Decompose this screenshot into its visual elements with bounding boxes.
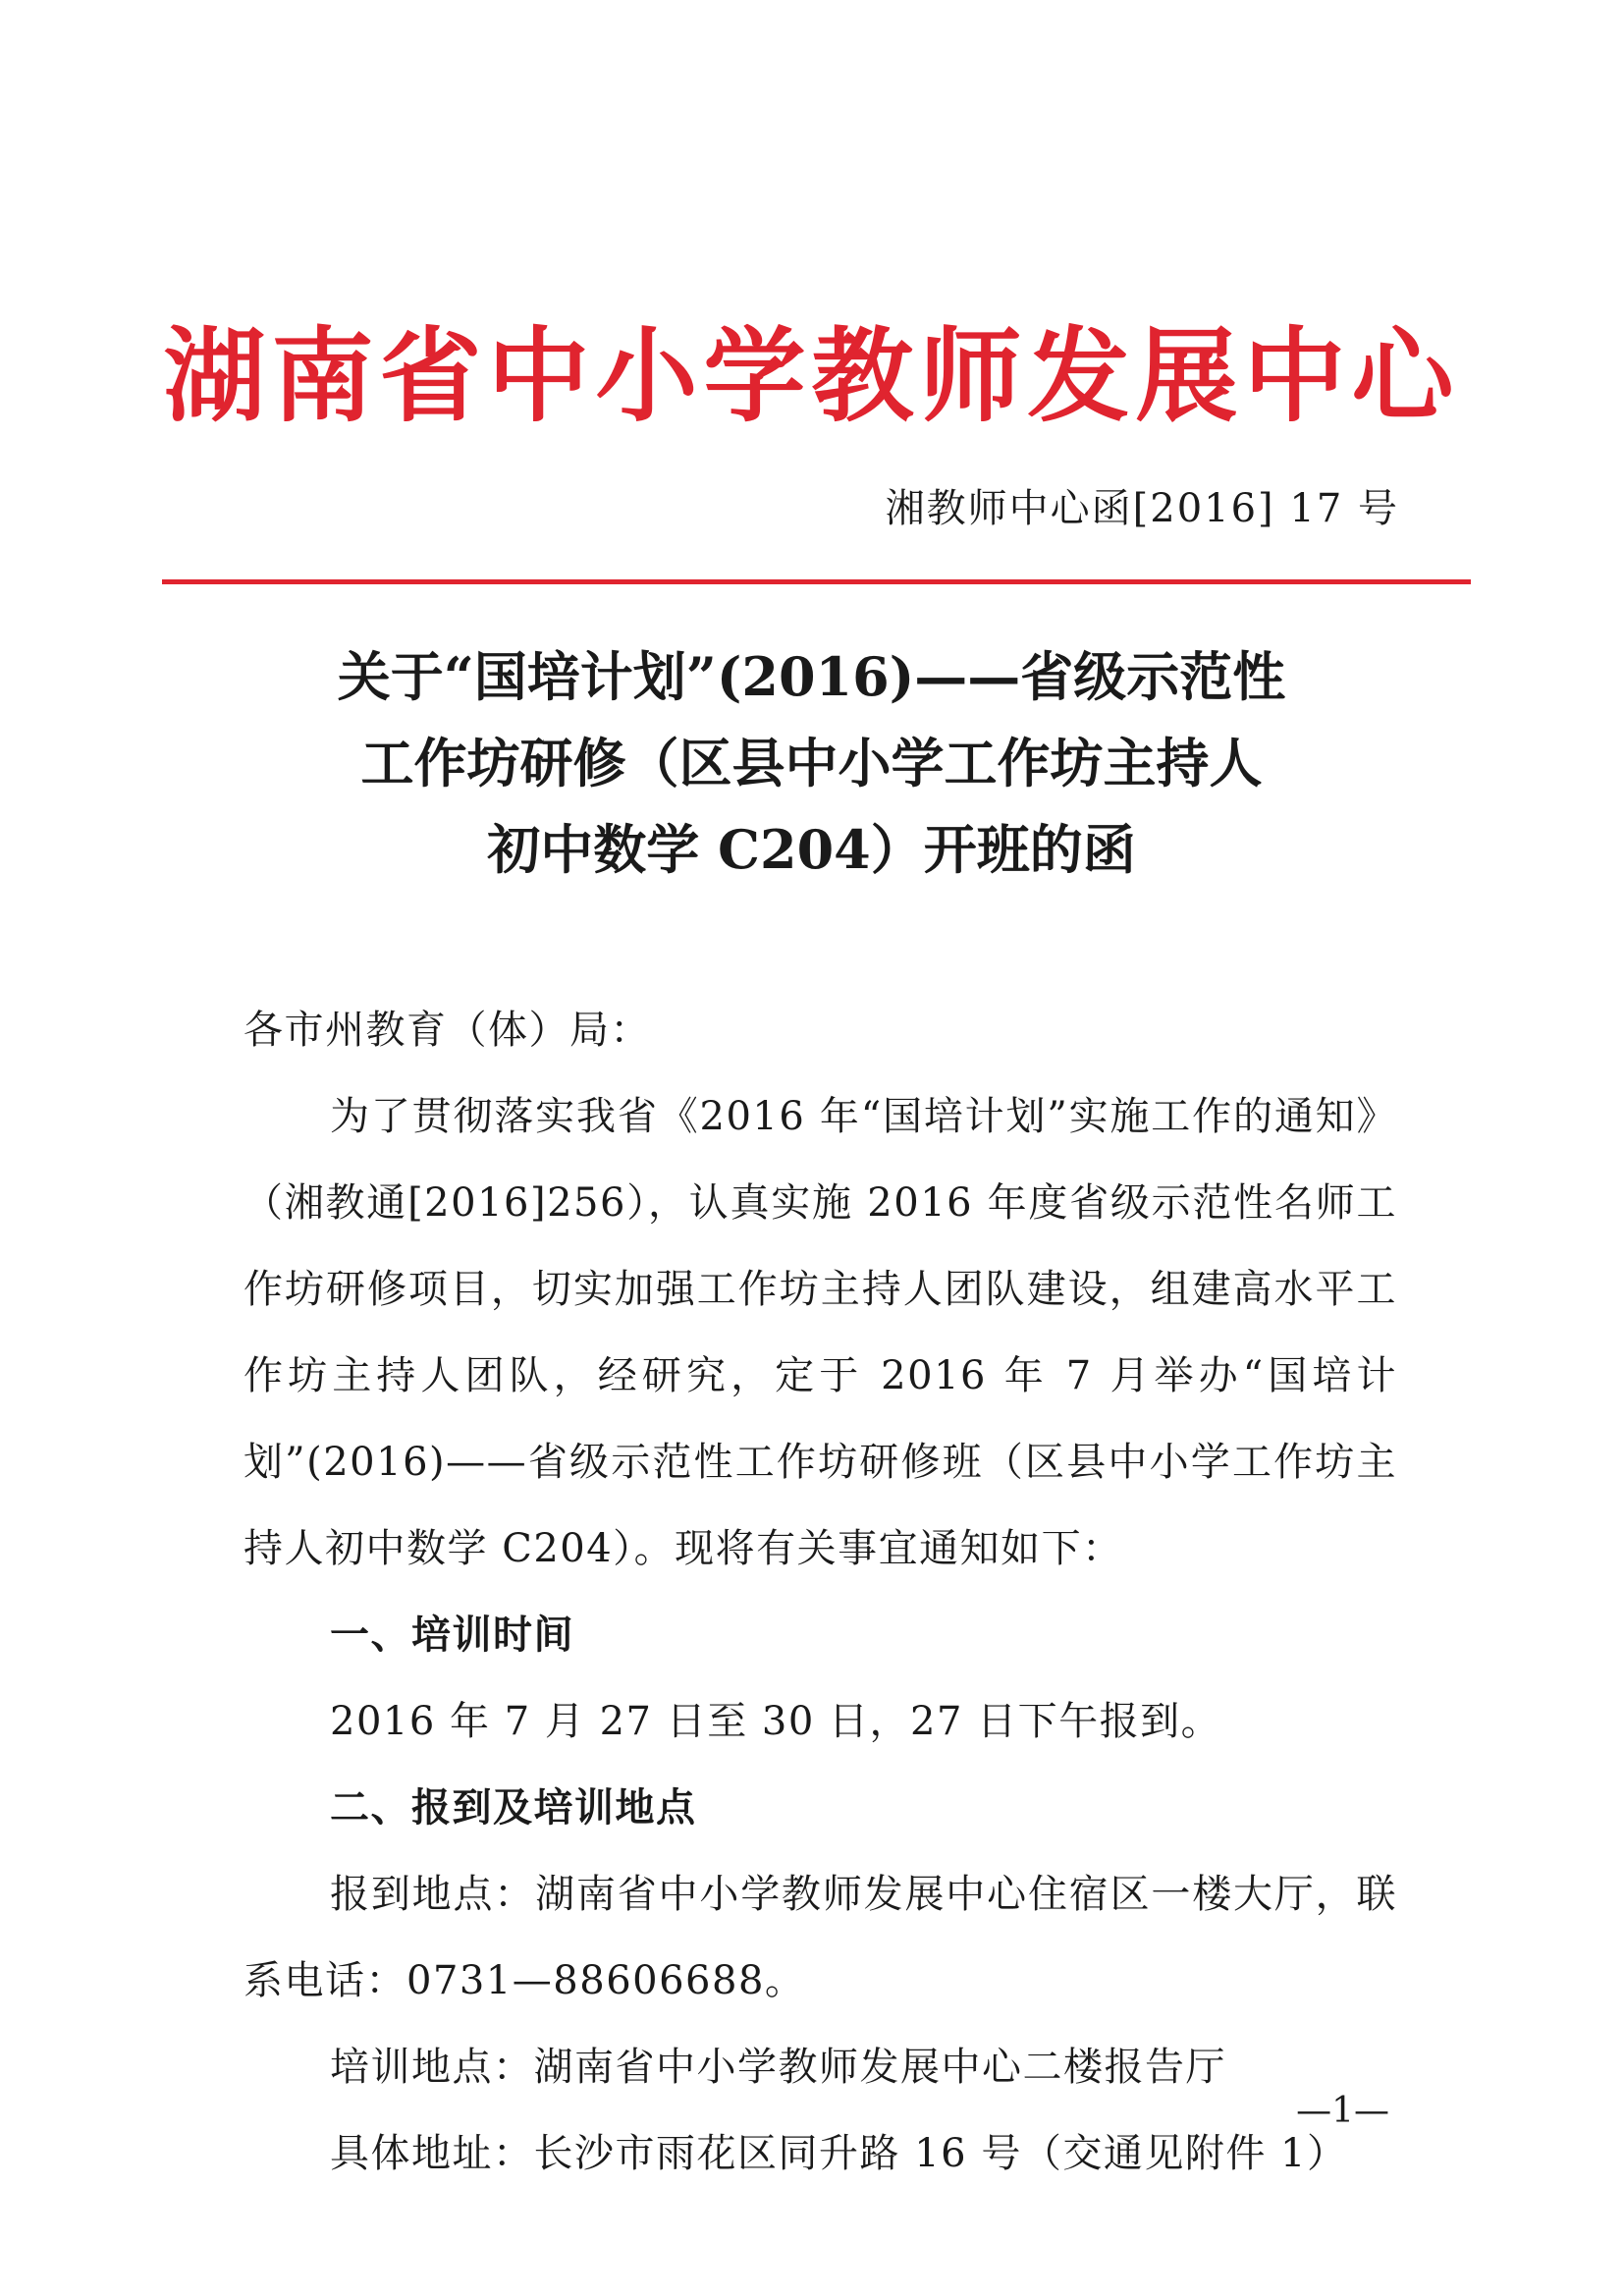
issuing-org-title: 湖南省中小学教师发展中心 — [163, 316, 1460, 436]
intro-paragraph: 为了贯彻落实我省《2016 年“国培计划”实施工作的通知》（湘教通[2016]256），认真实施 2016 年度省级示范性名师工作坊研修项目，切实加强工作坊主持人团队建设，组建高水平工作坊主持人团队，经研究，定于 2016 年 7 月举办“国培计划”(2016)——省级示范性工作坊研修班（区县中小学工作坊主持人初中数学 C204）。现将有关事宜通知如下： — [243, 1094, 1397, 1571]
section-heading-location: 二、报到及培训地点 — [330, 1785, 697, 1831]
page-number: —1— — [1296, 2091, 1389, 2131]
address-text: 具体地址：长沙市雨花区同升路 16 号（交通见附件 1） — [330, 2131, 1348, 2176]
subject-line: 关于“国培计划”(2016)——省级示范性 — [337, 645, 1286, 708]
section-heading-training-time: 一、培训时间 — [330, 1613, 574, 1658]
report-location-text: 报到地点：湖南省中小学教师发展中心住宿区一楼大厅，联系电话：0731—88606688。 — [243, 1872, 1397, 2003]
subject-line: 初中数学 C204）开班的函 — [487, 818, 1136, 881]
document-number: 湘教师中心函[2016] 17 号 — [885, 486, 1399, 531]
training-time-text: 2016 年 7 月 27 日至 30 日，27 日下午报到。 — [330, 1699, 1222, 1744]
red-divider-rule — [162, 579, 1471, 584]
training-location-text: 培训地点：湖南省中小学教师发展中心二楼报告厅 — [330, 2045, 1226, 2090]
subject-line: 工作坊研修（区县中小学工作坊主持人 — [360, 732, 1263, 794]
document-body — [243, 987, 1397, 2197]
salutation: 各市州教育（体）局： — [243, 1008, 651, 1053]
document-subject — [0, 633, 1623, 893]
